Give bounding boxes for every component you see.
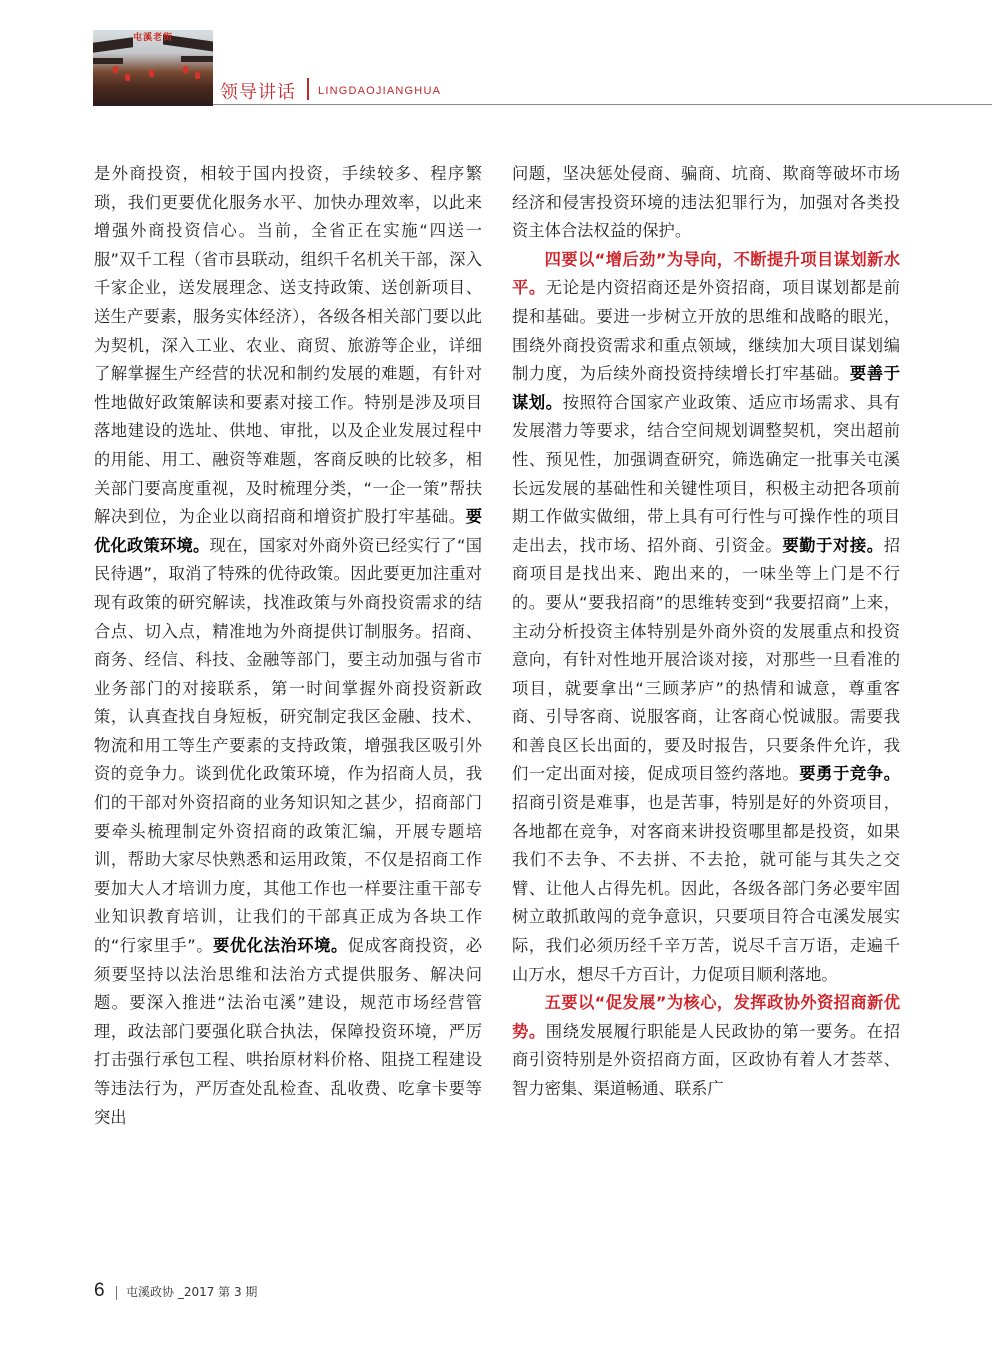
bold-phrase: 要善于谋划。 xyxy=(512,364,900,412)
bold-phrase: 要勤于对接。 xyxy=(782,535,884,555)
section-title: 领导讲话 xyxy=(220,82,296,103)
publication-info: 屯溪政协 _2017 第 3 期 xyxy=(126,1285,258,1299)
section-pinyin: LINGDAOJIANGHUA xyxy=(318,85,442,97)
section-heading: 五要以“促发展”为核心，发挥政协外资招商新优势。 xyxy=(512,993,900,1041)
right-column xyxy=(512,160,900,1104)
page-number: 6 xyxy=(94,1280,105,1301)
left-column xyxy=(94,160,482,1132)
footer-divider xyxy=(116,1286,117,1300)
header-rule xyxy=(213,104,992,105)
header-calligraphy-stamp: 屯 溪 老 街 xyxy=(133,33,173,43)
header-photo-old-street xyxy=(93,30,213,106)
paragraph: 是外商投资，相较于国内投资，手续较多、程序繁琐，我们更要优化服务水平、加快办理效率，以此来增强外商投资信心。当前，全省正在实施“四送一服”双千工程（省市县联动，组织千名机关干部，深入千家企业，送发展理念、送支持政策、送创新项目、送生产要素，服务实体经济），各级各相关部门要以此为契机，深入工业、农业、商贸、旅游等企业，详细了解掌握生产经营的状况和制约发展的难题，有针对性地做好政策解读和要素对接工作。特别是涉及项目落地建设的选址、供地、审批，以及企业发展过程中的用能、用工、融资等难题，客商反映的比较多，相关部门要高度重视，及时梳理分类，“一企一策”帮扶解决到位，为企业以商招商和增资扩股打牢基础。要优化政策环境。现在，国家对外商外资已经实行了“国民待遇”，取消了特殊的优待政策。因此要更加注重对现有政策的研究解读，找准政策与外商投资需求的结合点、切入点，精准地为外商提供订制服务。招商、商务、经信、科技、金融等部门，要主动加强与省市业务部门的对接联系，第一时间掌握外商投资新政策，认真查找自身短板，研究制定我区金融、技术、物流和用工等生产要素的支持政策，增强我区吸引外资的竞争力。谈到优化政策环境，作为招商人员，我们的干部对外资招商的业务知识知之甚少，招商部门要牵头梳理制定外资招商的政策汇编，开展专题培训，帮助大家尽快熟悉和运用政策，不仅是招商工作要加大人才培训力度，其他工作也一样要注重干部专业知识教育培训，让我们的干部真正成为各块工作的“行家里手”。要优化法治环境。促成客商投资，必须要坚持以法治思维和法治方式提供服务、解决问题。要深入推进“法治屯溪”建设，规范市场经营管理，政法部门要强化联合执法，保障投资环境，严厉打击强行承包工程、哄抬原材料价格、阻挠工程建设等违法行为，严厉查处乱检查、乱收费、吃拿卡要等突出 xyxy=(94,164,482,1127)
section-heading: 四要以“增后劲”为导向，不断提升项目谋划新水平。 xyxy=(512,249,900,298)
bold-phrase: 要优化法治环境。 xyxy=(213,936,348,956)
paragraph: 四要以“增后劲”为导向，不断提升项目谋划新水平。无论是内资招商还是外资招商，项目谋划都是前提和基础。要进一步树立开放的思维和战略的眼光，围绕外商投资需求和重点领域，继续加大项目谋划编制力度，为后续外商投资持续增长打牢基础。要善于谋划。按照符合国家产业政策、适应市场需求、具有发展潜力等要求，结合空间规划调整契机，突出超前性、预见性，加强调查研究，筛选确定一批事关屯溪长远发展的基础性和关键性项目，积极主动把各项前期工作做实做细，带上具有可行性与可操作性的项目走出去，找市场、招外商、引资金。要勤于对接。招商项目是找出来、跑出来的，一味坐等上门是不行的。要从“要我招商”的思维转变到“我要招商”上来，主动分析投资主体特别是外商外资的发展重点和投资意向，有针对性地开展洽谈对接，对那些一旦看准的项目，就要拿出“三顾茅庐”的热情和诚意，尊重客商、引导客商、说服客商，让客商心悦诚服。需要我和善良区长出面的，要及时报告，只要条件允许，我们一定出面对接，促成项目签约落地。要勇于竞争。招商引资是难事，也是苦事，特别是好的外资项目，各地都在竞争，对客商来讲投资哪里都是投资，如果我们不去争、不去拼、不去抢，就可能与其失之交臂、让他人占得先机。因此，各级各部门务必要牢固树立敢抓敢闯的竞争意识，只要项目符合屯溪发展实际，我们必须历经千辛万苦，说尽千言万语，走遍千山万水，想尽千方百计，力促项目顺利落地。 xyxy=(512,249,900,984)
paragraph: 问题，坚决惩处侵商、骗商、坑商、欺商等破坏市场经济和侵害投资环境的违法犯罪行为，加强对各类投资主体合法权益的保护。 xyxy=(512,164,900,241)
bold-phrase: 要勇于竞争。 xyxy=(799,764,900,784)
bold-phrase: 要优化政策环境。 xyxy=(94,507,482,555)
paragraph: 五要以“促发展”为核心，发挥政协外资招商新优势。围绕发展履行职能是人民政协的第一要务。在招商引资特别是外资招商方面，区政协有着人才荟萃、智力密集、渠道畅通、联系广 xyxy=(512,993,900,1098)
header-divider xyxy=(307,78,309,100)
